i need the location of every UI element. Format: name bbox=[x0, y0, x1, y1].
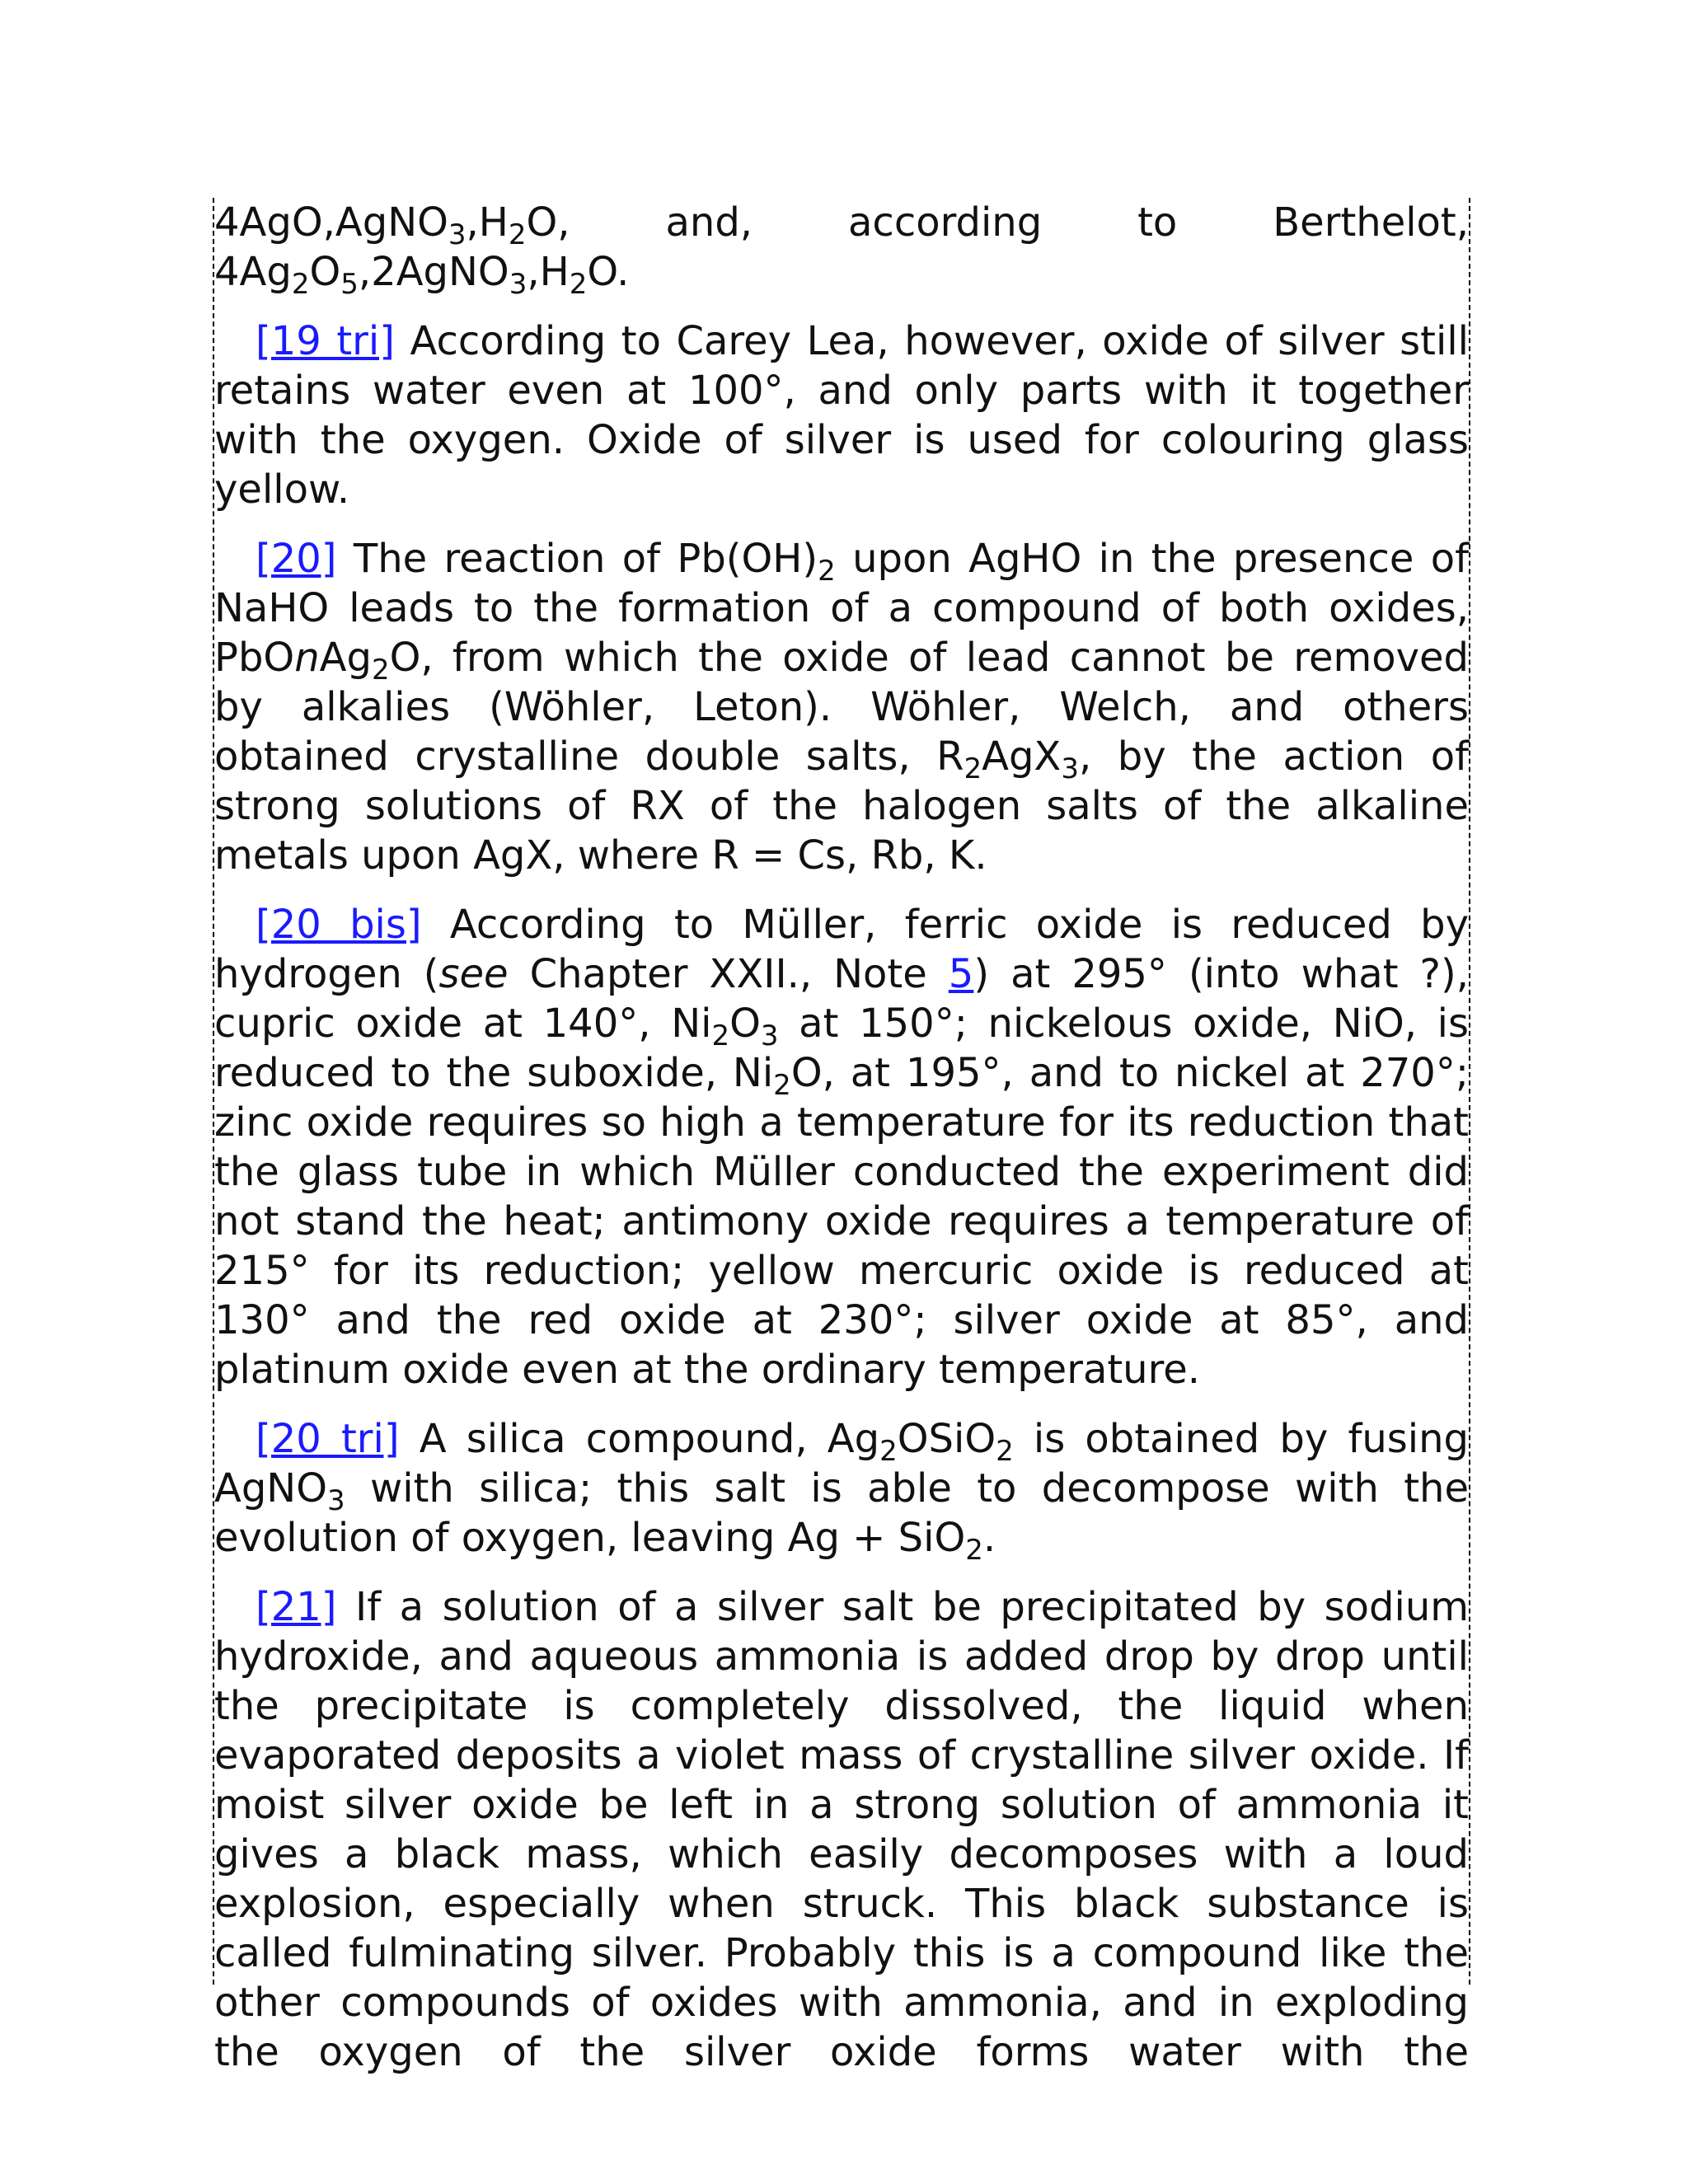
footnote-21: [21] If a solution of a silver salt be precipitated by sodium hydroxide, and aqueous ammonia is added drop by drop until the precipitate is completely dissolved, the liquid when evaporated deposits a violet mass of crystalline silver oxide. If moist silver oxide be left in a strong solution of ammonia it gives a black mass, which easily decomposes with a loud explosion, especially when struck. This black substance is called fulminating silver. Probably this is a compound like the other compounds of oxides with ammonia, and in exploding the oxygen of the silver oxide forms water with the bbox=[214, 1584, 1469, 2075]
footnote-20-bis: [20 bis] According to Müller, ferric oxide is reduced by hydrogen (see Chapter XXII., Note 5) at 295° (into what ?), cupric oxide at 140°, $Ni_2O_3$ at 150°; nickelous oxide, NiO, is reduced to the suboxide, $Ni_2O$, at 195°, and to nickel at 270°; zinc oxide requires so high a temperature for its reduction that the glass tube in which Müller conducted the experiment did not stand the heat; antimony oxide requires a temperature of 215° for its reduction; yellow mercuric oxide is reduced at 130° and the red oxide at 230°; silver oxide at 85°, and platinum oxide even at the ordinary temperature. bbox=[214, 902, 1470, 1393]
footnote-link-21[interactable]: [21] bbox=[256, 1584, 337, 1630]
footnote-link-20[interactable]: [20] bbox=[256, 536, 337, 582]
paragraph-continuation: $4AgO,AgNO_3,H_2O$, and, according to Berthelot, $4Ag_2O_5,2AgNO_3,H_2O$. bbox=[214, 199, 1469, 301]
document-body bbox=[214, 198, 1469, 2077]
footnote-link-20-tri[interactable]: [20 tri] bbox=[256, 1416, 400, 1462]
footnote-20: [20] The reaction of $Pb(OH)_2$ upon AgHO in the presence of NaHO leads to the formation of a compound of both oxides, PbOnAg$_2$O, from which the oxide of lead cannot be removed by alkalies (Wöhler, Leton). Wöhler, Welch, and others obtained crystalline double salts, $R_2AgX_3$, by the action of strong solutions of RX of the halogen salts of the alkaline metals upon AgX, where R = Cs, Rb, K. bbox=[214, 536, 1469, 879]
footnote-20-tri: [20 tri] A silica compound, $Ag_2OSiO_2$ is obtained by fusing AgNO$_3$ with silica; this salt is able to decompose with the evolution of oxygen, leaving Ag + SiO$_2$. bbox=[214, 1416, 1469, 1567]
footnote-link-20-bis[interactable]: [20 bis] bbox=[256, 902, 422, 948]
footnote-link-19-tri[interactable]: [19 tri] bbox=[256, 318, 395, 364]
footnote-19-tri: [19 tri] According to Carey Lea, however, oxide of silver still retains water even at 100°, and only parts with it together with the oxygen. Oxide of silver is used for colouring glass yellow. bbox=[214, 318, 1469, 513]
page-frame bbox=[213, 198, 1470, 2075]
note-5-link[interactable]: 5 bbox=[948, 951, 974, 997]
